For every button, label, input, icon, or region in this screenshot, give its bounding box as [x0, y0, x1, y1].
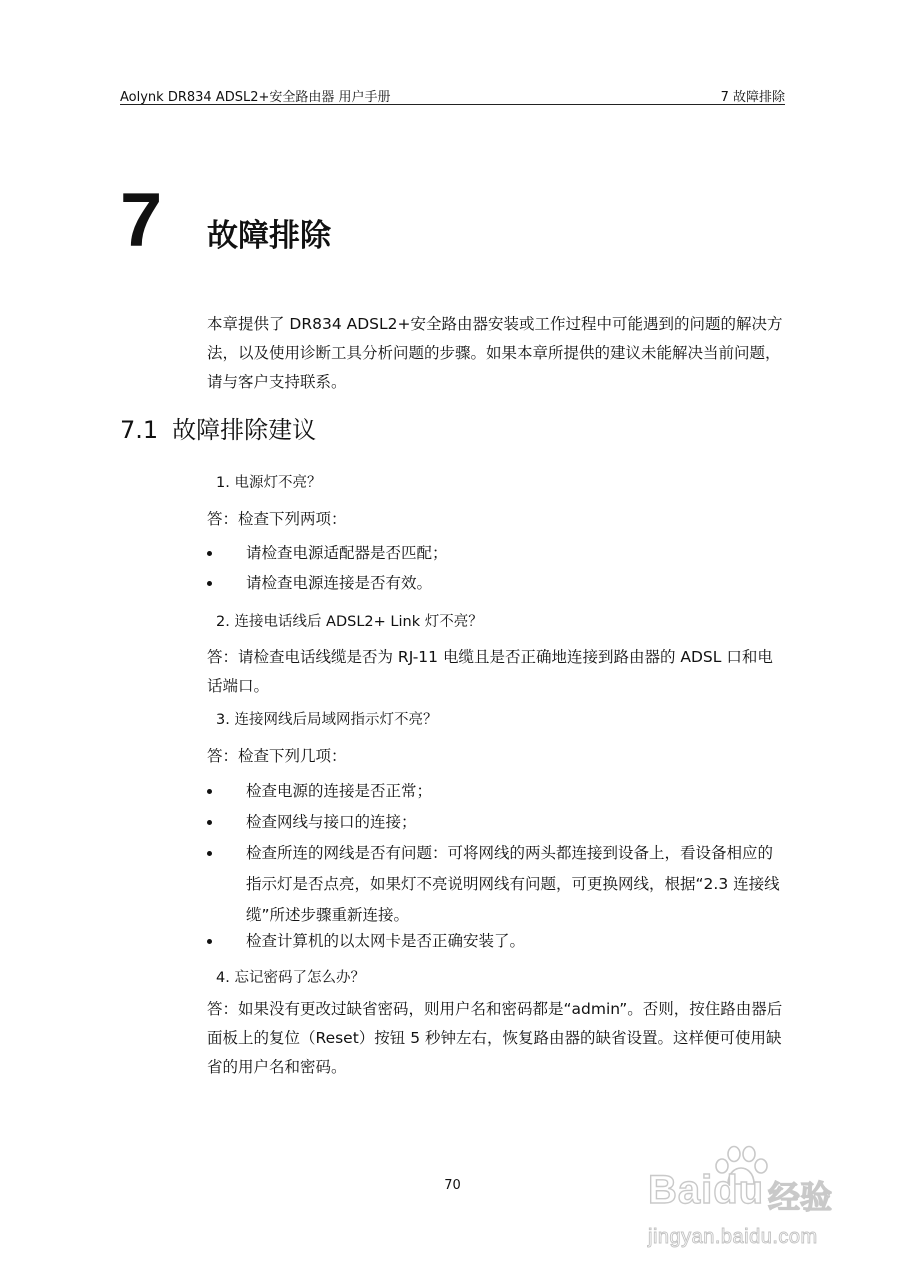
- page-header-left: Aolynk DR834 ADSL2+安全路由器 用户手册: [120, 90, 391, 105]
- bullet-text: 检查所连的网线是否有问题：可将网线的两头都连接到设备上，看设备相应的指示灯是否点亮，如果灯不亮说明网线有问题，可更换网线，根据“2.3 连接线缆”所述步骤重新连接。: [246, 844, 780, 924]
- faq-answer: 答：请检查电话线缆是否为 RJ-11 电缆且是否正确地连接到路由器的 ADSL 口和电话端口。: [207, 648, 773, 695]
- section-number: 7.1: [120, 416, 159, 444]
- section-title: 故障排除建议: [172, 416, 317, 444]
- chapter-intro: 本章提供了 DR834 ADSL2+安全路由器安装或工作过程中可能遇到的问题的解决方法，以及使用诊断工具分析问题的步骤。如果本章所提供的建议未能解决当前问题，请与客户支持联系。: [207, 315, 783, 391]
- bullet-text: 请检查电源连接是否有效。: [246, 574, 433, 592]
- bullet-text: 请检查电源适配器是否匹配；: [246, 544, 448, 562]
- bullet-text: 检查电源的连接是否正常；: [246, 782, 433, 800]
- faq-question: 1. 电源灯不亮？: [216, 475, 322, 491]
- faq-answer: 答：检查下列几项：: [207, 747, 347, 765]
- section-heading: [120, 413, 316, 447]
- watermark-brand: Baidu: [648, 1168, 765, 1212]
- bullet-item: [207, 807, 785, 838]
- faq-question: 4. 忘记密码了怎么办？: [216, 970, 365, 986]
- bullet-item: [207, 926, 785, 957]
- bullet-dot: [207, 789, 212, 794]
- bullet-dot: [207, 939, 212, 944]
- bullet-text: 检查网线与接口的连接；: [246, 813, 417, 831]
- faq-answer: 答：如果没有更改过缺省密码，则用户名和密码都是“admin”。否则，按住路由器后面板上的复位（Reset）按钮 5 秒钟左右，恢复路由器的缺省设置。这样便可使用缺省的用户名和密码。: [207, 1000, 783, 1076]
- faq-answer: 答：检查下列两项：: [207, 510, 347, 528]
- bullet-dot: [207, 581, 212, 586]
- faq-question: 2. 连接电话线后 ADSL2+ Link 灯不亮？: [216, 614, 483, 630]
- chapter-title: 故障排除: [207, 218, 331, 254]
- bullet-item: [207, 538, 785, 569]
- watermark-brand-cn: 经验: [768, 1178, 833, 1216]
- bullet-dot: [207, 551, 212, 556]
- chapter-number: 7: [120, 178, 163, 263]
- bullet-dot: [207, 851, 212, 856]
- bullet-item: [207, 838, 785, 931]
- baidu-watermark: [640, 1142, 865, 1272]
- faq-question: 3. 连接网线后局域网指示灯不亮？: [216, 712, 438, 728]
- bullet-item: [207, 568, 785, 599]
- header-rule: [120, 104, 785, 105]
- bullet-text: 检查计算机的以太网卡是否正确安装了。: [246, 932, 526, 950]
- watermark-url: jingyan.baidu.com: [648, 1226, 818, 1248]
- bullet-item: [207, 776, 785, 807]
- page-number: 70: [444, 1178, 461, 1193]
- bullet-dot: [207, 820, 212, 825]
- page-header-right: 7 故障排除: [720, 90, 785, 105]
